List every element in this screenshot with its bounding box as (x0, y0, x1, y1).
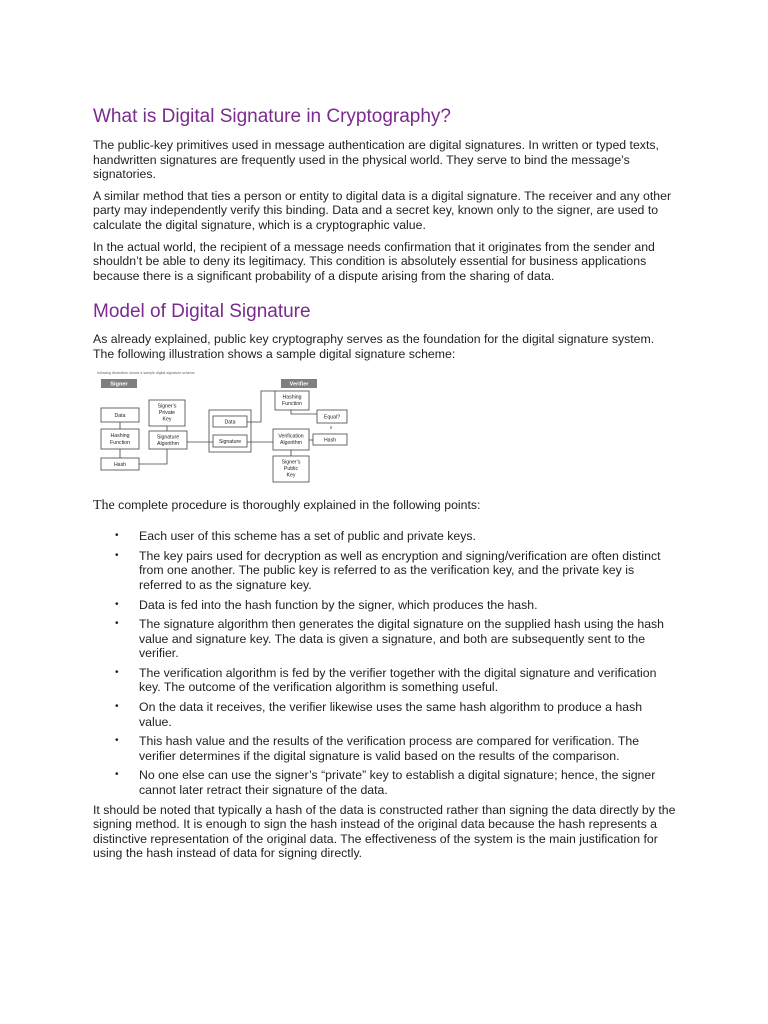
box-signature-algorithm-label-2: Algorithm (157, 440, 179, 447)
box-verification-algorithm-label-2: Algorithm (280, 439, 302, 446)
list-item (115, 700, 678, 729)
model-paragraph: As already explained, public key cryptography serves as the foundation for the digital signature system. The following illustration shows a sample digital signature scheme: (93, 332, 655, 361)
box-hashing-left-label-2: Function (110, 439, 130, 446)
closing-paragraph: It should be noted that typically a hash of the data is constructed rather than signing the data directly by the signing method. It is enough to sign the hash instead of the original data because the hash represents a distinctive representation of the original data. The effectiveness of the system is the main justification for using the hash instead of data for signing directly. (93, 802, 676, 861)
box-hashing-left-label-1: Hashing (110, 432, 130, 439)
box-signature-algorithm (149, 431, 187, 449)
list-item (115, 617, 678, 661)
list-item-text: The verification algorithm is fed by the verifier together with the digital signature and verification key. The outcome of the verification algorithm is something useful. (139, 665, 657, 695)
box-signature-mid-label: Signature (218, 438, 242, 445)
list-item (115, 598, 678, 613)
points-intro-lead: The (93, 497, 115, 513)
diagram-caption: following illustration shows a sample digital signature scheme (97, 370, 195, 375)
points-intro-rest: complete procedure is thoroughly explained in the following points: (114, 497, 481, 512)
bullet-icon: • (115, 618, 119, 630)
box-private-key-label-2: Private (158, 409, 176, 416)
box-data-left-label: Data (114, 412, 126, 419)
box-public-key-label-3: Key (286, 472, 296, 479)
box-private-key (149, 400, 185, 426)
box-signature-mid (213, 435, 247, 447)
model-heading: Model of Digital Signature (93, 301, 311, 323)
list-item-text: The signature algorithm then generates the digital signature on the supplied hash using the hash value and signature key. The data is given a signature, and both are subsequently sent to the verifier. (139, 617, 665, 661)
box-equal-label: Equal? (323, 414, 341, 421)
digital-signature-diagram (95, 370, 367, 486)
connector (139, 449, 167, 464)
list-item (115, 549, 678, 593)
bullet-icon: • (115, 735, 119, 747)
signer-header: Signer (110, 381, 128, 388)
box-public-key-label-1: Signer’s (281, 459, 301, 466)
box-data-left (101, 408, 139, 422)
bullet-icon: • (115, 549, 119, 561)
connector (291, 410, 321, 414)
diagram-svg (95, 370, 367, 486)
list-item-text: Data is fed into the hash function by the signer, which produces the hash. (139, 597, 538, 612)
box-verification-algorithm (273, 429, 309, 450)
box-private-key-label-1: Signer’s (157, 403, 177, 410)
box-hash-right-label: Hash (323, 437, 337, 444)
box-hash-right (313, 434, 347, 445)
list-item-text: Each user of this scheme has a set of public and private keys. (139, 529, 476, 544)
box-public-key (273, 456, 309, 482)
list-item (115, 768, 678, 797)
intro-paragraph-1: The public-key primitives used in message authentication are digital signatures. In written or typed texts, handwritten signatures are frequently used in the physical world. They serve to bind the message’s signatories. (93, 138, 659, 182)
box-hash-left-label: Hash (113, 461, 127, 468)
list-item-text: This hash value and the results of the verification process are compared for verification. The verifier determines if the digital signature is valid based on the results of the comparison. (139, 734, 640, 763)
bullet-icon: • (115, 530, 119, 542)
box-equal (317, 410, 347, 423)
box-hashing-right (275, 391, 309, 410)
verifier-header: Verifier (289, 381, 309, 388)
bullet-icon: • (115, 666, 119, 678)
box-private-key-label-3: Key (162, 416, 172, 423)
box-hashing-right-label-1: Hashing (282, 394, 302, 401)
article-body (93, 104, 678, 868)
intro-paragraph-3: In the actual world, the recipient of a message needs confirmation that it originates from the sender and shouldn’t be able to deny its legitimacy. This condition is absolutely essential for business applications because there is a significant probability of a dispute arising from the sharing of data. (93, 239, 655, 283)
bullet-icon: • (115, 701, 119, 713)
list-item (115, 734, 678, 763)
bullet-icon: • (115, 598, 119, 610)
box-data-mid-label: Data (224, 419, 236, 426)
box-hash-left (101, 458, 139, 470)
list-item (115, 666, 678, 695)
list-item-text: On the data it receives, the verifier likewise uses the same hash algorithm to produce a hash value. (139, 700, 643, 729)
box-data-mid (213, 416, 247, 427)
list-item-text: The key pairs used for decryption as well as encryption and signing/verification are often distinct from one another. The public key is referred to as the verification key, and the private key is referred to as the signature key. (139, 548, 661, 592)
list-item-text: No one else can use the signer’s “private” key to establish a digital signature; hence, the signer cannot later retract their signature of the data. (139, 768, 656, 798)
bullet-icon: • (115, 769, 119, 781)
box-signature-algorithm-label-1: Signature (156, 434, 180, 441)
page-title: What is Digital Signature in Cryptography? (93, 106, 452, 127)
box-hashing-left (101, 429, 139, 449)
box-verification-algorithm-label-1: Verification (278, 433, 304, 440)
box-hashing-right-label-2: Function (282, 400, 302, 407)
intro-paragraph-2: A similar method that ties a person or entity to digital data is a digital signature. The receiver and any other party may independently verify this binding. Data and a secret key, known only to the signer, are used to calculate the digital signature, which is a cryptographic value. (93, 188, 672, 232)
procedure-list (93, 529, 678, 798)
box-public-key-label-2: Public (283, 465, 299, 472)
points-intro (93, 498, 678, 514)
list-item (115, 529, 678, 544)
